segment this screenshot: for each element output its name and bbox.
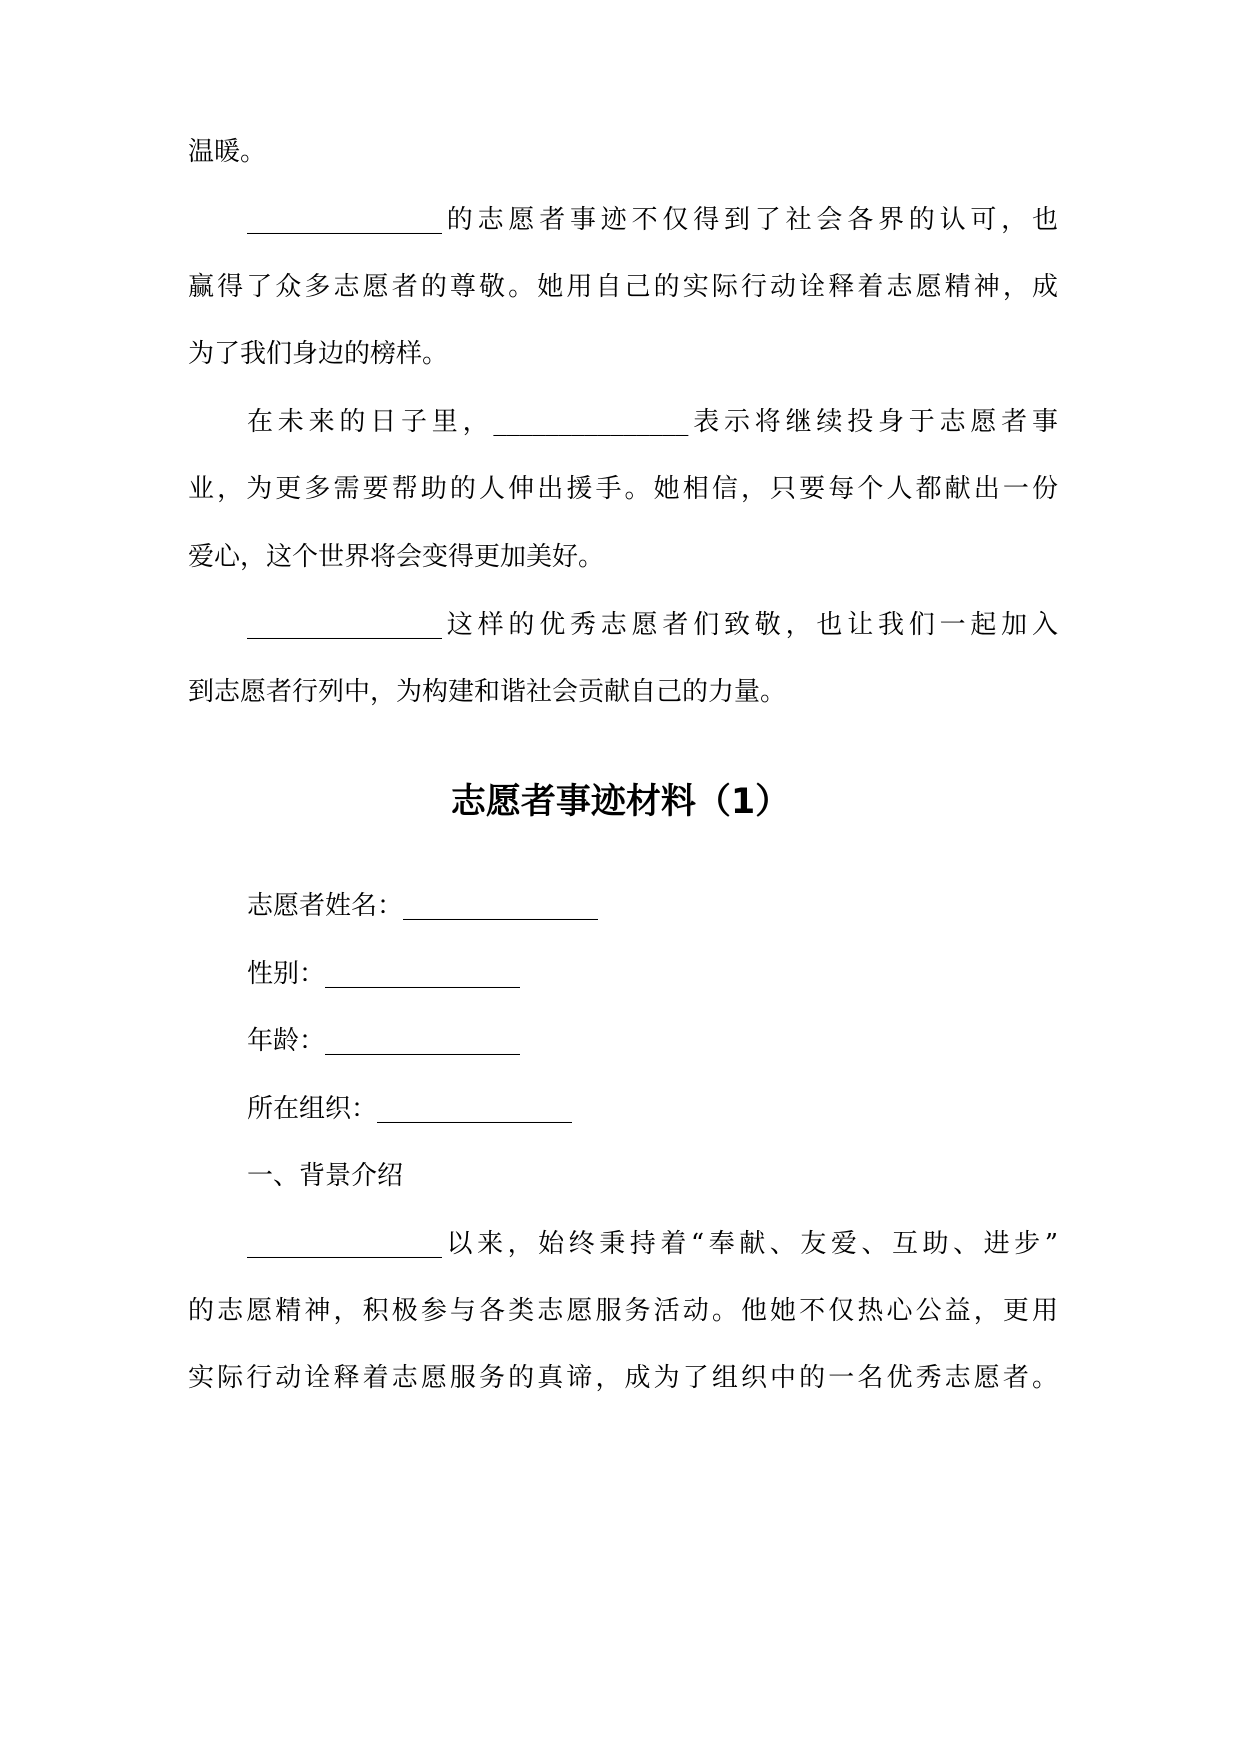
field-organization: 所在组织：_______________: [247, 1094, 573, 1124]
paragraph-line: _______________这样的优秀志愿者们致敬，也让我们一起加入: [247, 610, 1058, 640]
subsection-title: 一、背景介绍: [247, 1161, 404, 1191]
paragraph-line: _______________的志愿者事迹不仅得到了社会各界的认可，也: [247, 205, 1058, 235]
paragraph-line: 的志愿精神，积极参与各类志愿服务活动。他她不仅热心公益，更用: [188, 1296, 1058, 1326]
paragraph-line: 爱心，这个世界将会变得更加美好。: [188, 542, 605, 572]
field-name: 志愿者姓名：_______________: [247, 891, 599, 921]
paragraph-line: 温暖。: [188, 137, 267, 167]
paragraph-line: 赢得了众多志愿者的尊敬。她用自己的实际行动诠释着志愿精神，成: [188, 272, 1058, 302]
paragraph-line: 为了我们身边的榜样。: [188, 339, 449, 369]
field-age: 年龄：_______________: [247, 1026, 521, 1056]
paragraph-line: 业，为更多需要帮助的人伸出援手。她相信，只要每个人都献出一份: [188, 474, 1058, 504]
paragraph-line: _______________以来，始终秉持着“奉献、友爱、互助、进步”: [247, 1229, 1058, 1259]
paragraph-line: 在未来的日子里，_______________表示将继续投身于志愿者事: [247, 407, 1058, 437]
paragraph-line: 到志愿者行列中，为构建和谐社会贡献自己的力量。: [188, 677, 787, 707]
paragraph-line: 实际行动诠释着志愿服务的真谛，成为了组织中的一名优秀志愿者。: [188, 1363, 1058, 1393]
field-gender: 性别：_______________: [247, 959, 521, 989]
section-heading: 志愿者事迹材料（1）: [450, 782, 791, 822]
